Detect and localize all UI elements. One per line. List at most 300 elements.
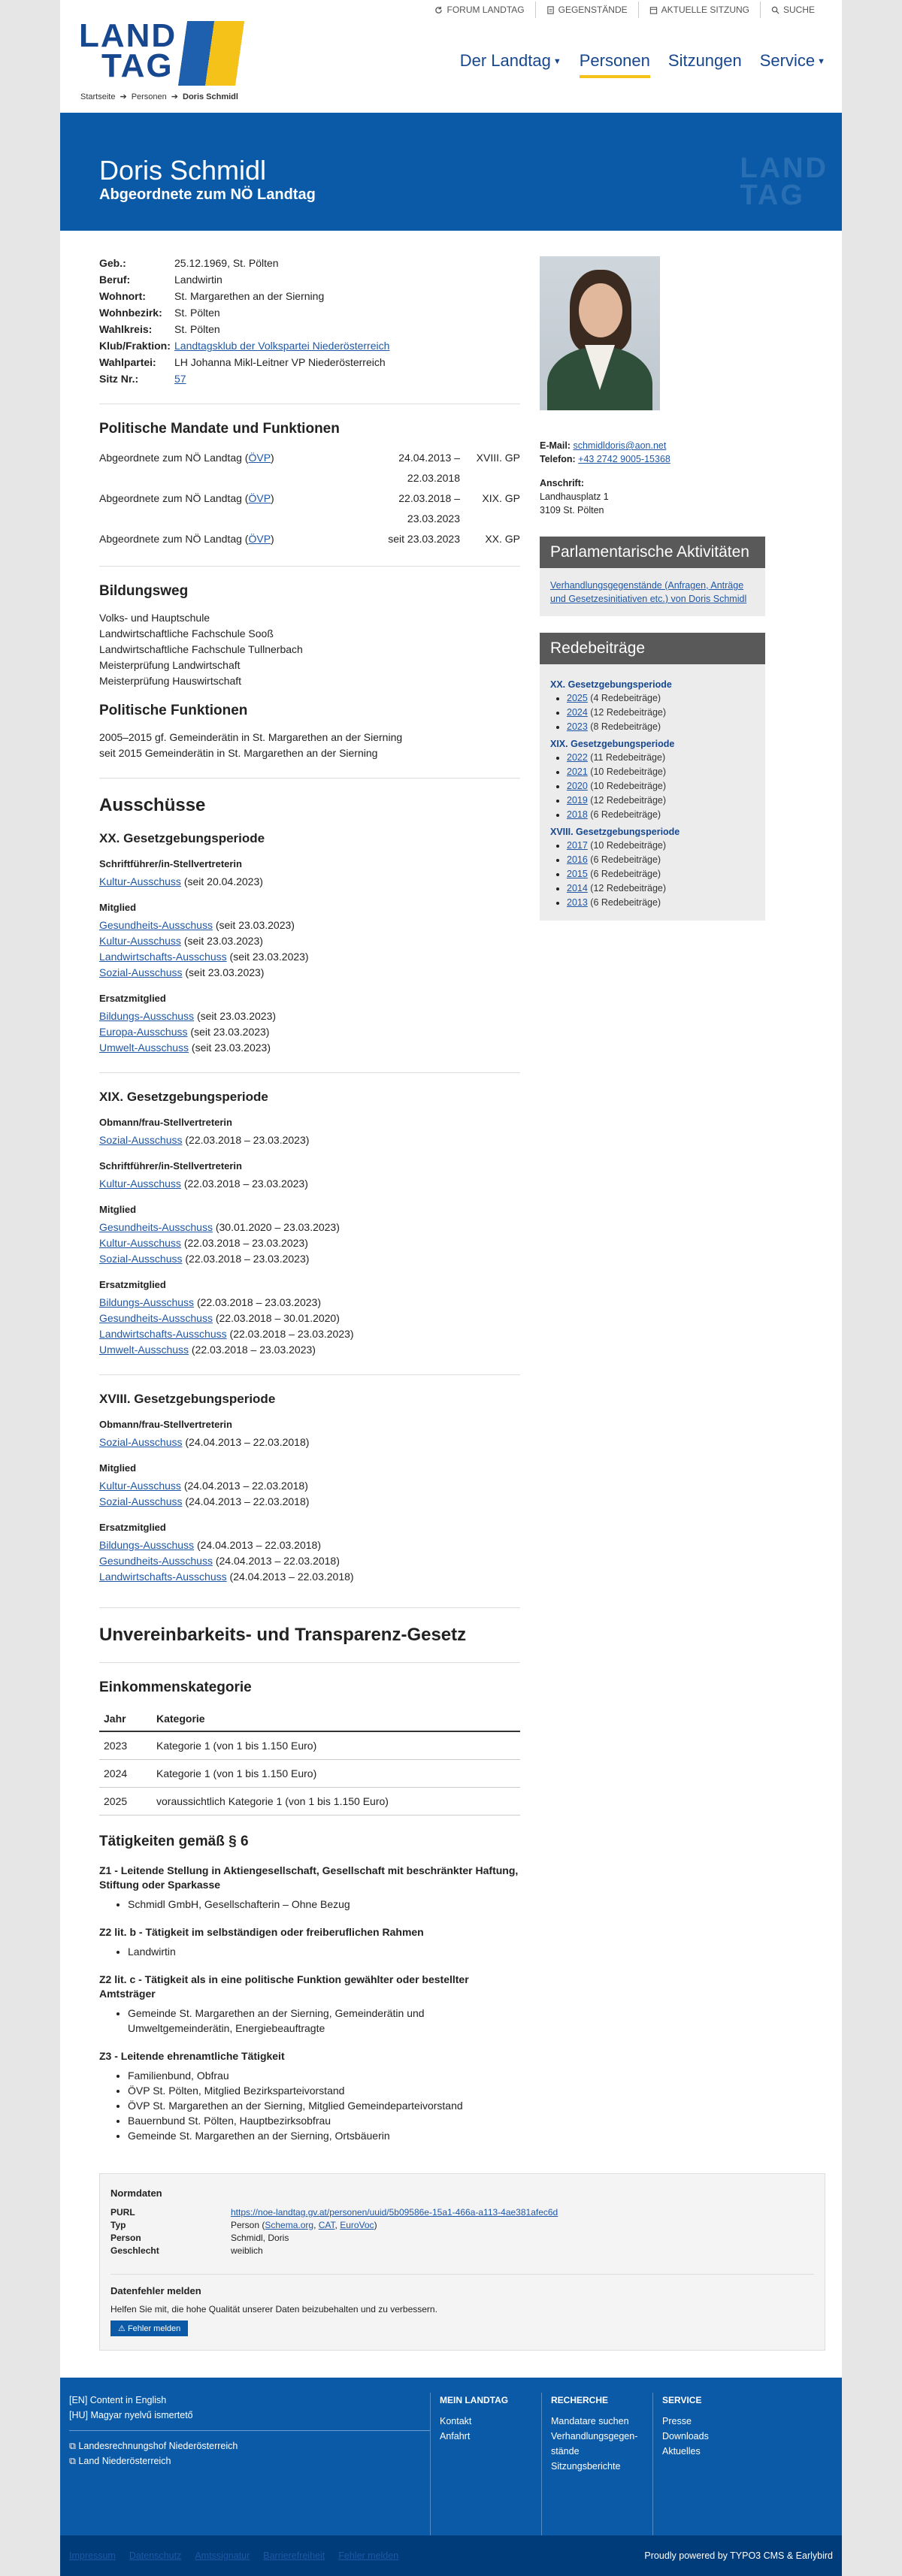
committee-dates: (22.03.2018 – 23.03.2023) — [182, 1134, 310, 1146]
address-line2: 3109 St. Pölten — [540, 505, 604, 516]
committee-item — [99, 1342, 520, 1358]
period-title: XIX. Gesetzgebungsperiode — [99, 1090, 268, 1104]
footer-link[interactable]: Kontakt — [440, 2416, 472, 2426]
einkommen-title: Einkommenskategorie — [99, 1680, 252, 1695]
committee-item — [99, 1435, 520, 1450]
content — [60, 231, 842, 2143]
list-item: • Gemeinde St. Margarethen an der Sierning, Ortsbäuerin — [128, 2128, 520, 2143]
footer-column — [430, 2393, 541, 2535]
info-row — [99, 321, 520, 337]
logo-line2: TAG — [101, 47, 174, 84]
info-label: Wahlkreis: — [99, 323, 153, 335]
footer-link[interactable]: Downloads — [662, 2431, 709, 2441]
footer-link[interactable]: Anfahrt — [440, 2431, 471, 2441]
info-row — [99, 337, 520, 354]
search-label: SUCHE — [782, 5, 815, 15]
footer-link[interactable]: Aktuelles — [662, 2446, 701, 2457]
committee-link[interactable]: Bildungs-Ausschuss — [99, 1539, 195, 1551]
rede-year-link[interactable]: 2015 — [567, 869, 588, 879]
rede-year-link[interactable]: 2025 — [567, 693, 588, 703]
english-link[interactable]: [EN] Content in English — [69, 2395, 167, 2405]
committee-link[interactable]: Sozial-Ausschuss — [99, 1253, 183, 1265]
footer-column-title: MEIN LANDTAG — [440, 2395, 509, 2405]
nav-sitzungen[interactable]: Sitzungen — [667, 51, 742, 70]
list-item — [567, 779, 755, 794]
schema-link[interactable]: Schema.org — [265, 2220, 314, 2230]
mandate-period: XIX. GP — [482, 492, 520, 504]
rede-period-title: XVIII. Gesetzgebungsperiode — [550, 827, 680, 837]
taetigkeit-list — [128, 2068, 520, 2143]
main-nav — [460, 51, 825, 78]
page-title: Doris Schmidl — [99, 155, 267, 186]
eurovoc-link[interactable]: EuroVoc — [340, 2220, 374, 2230]
committee-dates: (seit 23.03.2023) — [187, 1026, 270, 1038]
info-value[interactable]: 57 — [174, 373, 186, 385]
rede-count: (10 Redebeiträge) — [587, 840, 667, 851]
list-item — [567, 706, 755, 720]
main-column — [99, 231, 520, 2143]
portrait-photo — [540, 256, 660, 410]
table-row — [99, 1731, 520, 1760]
external-link-icon: ⧉ — [69, 2456, 76, 2466]
redebeitraege-title: Redebeiträge — [540, 633, 765, 664]
role-title: Schriftführer/in-Stellvertreterin — [99, 1160, 242, 1172]
committee-link[interactable]: Umwelt-Ausschuss — [99, 1042, 189, 1054]
rede-count: (6 Redebeiträge) — [587, 897, 661, 908]
committee-dates: (seit 23.03.2023) — [182, 966, 265, 978]
rede-year-link[interactable]: 2014 — [567, 883, 588, 893]
committee-item — [99, 933, 520, 949]
footer-link[interactable]: Presse — [662, 2416, 692, 2426]
committee-link[interactable]: Gesundheits-Ausschuss — [99, 1312, 213, 1324]
role-title: Obmann/frau-Stellvertreterin — [99, 1117, 232, 1128]
cat-link[interactable]: CAT — [318, 2220, 335, 2230]
nav-service[interactable]: Service ▼ — [759, 51, 825, 70]
bildung-item: Landwirtschaftliche Fachschule Tullnerbach — [99, 643, 303, 655]
page-subtitle: Abgeordnete zum NÖ Landtag — [99, 186, 316, 203]
rede-year-link[interactable]: 2013 — [567, 897, 588, 908]
rede-year-list — [567, 691, 755, 734]
committee-dates: (24.04.2013 – 22.03.2018) — [180, 1480, 308, 1492]
role-title: Mitglied — [99, 1462, 137, 1474]
info-row — [99, 370, 520, 387]
role-title: Mitglied — [99, 902, 137, 913]
arrow-right-icon: ➔ — [171, 92, 178, 101]
table-row — [99, 1788, 520, 1816]
logo-text — [79, 17, 177, 86]
einkommen-table — [99, 1707, 520, 1816]
bildung-item: Volks- und Hauptschule — [99, 612, 210, 624]
list-item: • ÖVP St. Pölten, Mitglied Bezirksparteivorstand — [128, 2083, 520, 2098]
taetigkeit-heading: Z2 lit. c - Tätigkeit als in eine politische Funktion gewählter oder bestellter Amtsträger — [99, 1973, 469, 2000]
breadcrumb-current: Doris Schmidl — [183, 92, 238, 101]
committee-link[interactable]: Sozial-Ausschuss — [99, 966, 183, 978]
period-title: XVIII. Gesetzgebungsperiode — [99, 1392, 276, 1406]
committee-item — [99, 1024, 520, 1040]
role-title: Ersatzmitglied — [99, 993, 166, 1004]
info-value[interactable]: Landtagsklub der Volkspartei Niederösterreich — [174, 340, 390, 352]
hungarian-link[interactable]: [HU] Magyar nyelvű ismertető — [69, 2410, 193, 2420]
committee-link[interactable]: Europa-Ausschuss — [99, 1026, 188, 1038]
list-item: • Gemeinde St. Margarethen an der Sierning, Gemeinderätin und Umweltgemeinderätin, Energiebeauftragte — [128, 2006, 520, 2036]
rede-count: (12 Redebeiträge) — [587, 795, 667, 806]
committee-link[interactable]: Bildungs-Ausschuss — [99, 1296, 195, 1308]
redebeitraege-box — [540, 633, 765, 921]
taetigkeit-list — [128, 1944, 520, 1959]
page — [60, 0, 842, 2576]
rede-year-list — [567, 839, 755, 910]
rede-count: (10 Redebeiträge) — [587, 766, 667, 777]
list-item — [567, 853, 755, 867]
committee-item — [99, 965, 520, 981]
rede-count: (11 Redebeiträge) — [587, 752, 666, 763]
list-item — [567, 794, 755, 808]
transparenz-title: Unvereinbarkeits- und Transparenz-Gesetz — [99, 1625, 467, 1645]
footer-bottom — [60, 2535, 842, 2576]
list-item — [567, 765, 755, 779]
ausschuesse-title: Ausschüsse — [99, 795, 206, 815]
mandate-title-cell: Abgeordnete zum NÖ Landtag (ÖVP) — [99, 452, 274, 464]
rede-year-link[interactable]: 2020 — [567, 781, 588, 791]
committee-link[interactable]: Bildungs-Ausschuss — [99, 1010, 195, 1022]
external-link-icon: ⧉ — [69, 2441, 76, 2451]
geschlecht-label: Geschlecht — [110, 2245, 159, 2256]
info-value: LH Johanna Mikl-Leitner VP Niederösterreich — [174, 356, 386, 368]
info-label: Beruf: — [99, 274, 131, 286]
calendar-icon — [649, 6, 658, 14]
taetigkeiten-title: Tätigkeiten gemäß § 6 — [99, 1834, 249, 1849]
list-item — [567, 867, 755, 881]
committee-item — [99, 949, 520, 965]
committee-dates: (24.04.2013 – 22.03.2018) — [226, 1571, 354, 1583]
rede-year-link[interactable]: 2023 — [567, 721, 588, 732]
taetigkeit-list — [128, 2006, 520, 2036]
caret-down-icon: ▼ — [552, 57, 561, 67]
info-row — [99, 271, 520, 288]
rede-year-link[interactable]: 2021 — [567, 766, 588, 777]
sitzung-label: AKTUELLE SITZUNG — [661, 5, 749, 15]
arrow-right-icon: ➔ — [120, 92, 127, 101]
nav-der-landtag[interactable]: Der Landtag ▼ — [459, 51, 561, 70]
landtag-watermark: LAND TAG — [740, 153, 828, 211]
mandate-period: XVIII. GP — [476, 452, 520, 464]
committee-dates: (24.04.2013 – 22.03.2018) — [194, 1539, 321, 1551]
normdaten-title: Normdaten — [110, 2187, 162, 2199]
rede-count: (12 Redebeiträge) — [587, 883, 667, 893]
taetigkeit-list — [128, 1897, 520, 1912]
caret-down-icon: ▼ — [817, 57, 825, 67]
list-item: • Bauernbund St. Pölten, Hauptbezirksobfrau — [128, 2113, 520, 2128]
sitzung-link[interactable] — [638, 2, 760, 18]
powered-by: Proudly powered by TYPO3 CMS & Earlybird — [644, 2550, 833, 2561]
committee-dates: (22.03.2018 – 23.03.2023) — [182, 1253, 310, 1265]
ausschuesse-list — [99, 831, 520, 1585]
role-title: Mitglied — [99, 1204, 137, 1215]
rede-count: (6 Redebeiträge) — [587, 869, 661, 879]
role-title: Obmann/frau-Stellvertreterin — [99, 1419, 232, 1430]
list-item: • Schmidl GmbH, Gesellschafterin – Ohne Bezug — [128, 1897, 520, 1912]
rede-year-link[interactable]: 2019 — [567, 795, 588, 806]
bildung-list — [99, 610, 520, 689]
party-link[interactable]: ÖVP — [248, 533, 271, 545]
committee-link[interactable]: Kultur-Ausschuss — [99, 875, 181, 887]
info-label: Wahlpartei: — [99, 356, 156, 368]
list-item: • Familienbund, Obfrau — [128, 2068, 520, 2083]
parl-activities-link[interactable]: Verhandlungsgegenstände (Anfragen, Anträge und Gesetzesinitiativen etc.) von Doris Schmidl — [550, 580, 747, 604]
committee-link[interactable]: Sozial-Ausschuss — [99, 1495, 183, 1507]
committee-dates: (22.03.2018 – 23.03.2023) — [194, 1296, 321, 1308]
committee-item — [99, 1132, 520, 1148]
footer-column-title: SERVICE — [662, 2395, 702, 2405]
search-link[interactable] — [760, 2, 825, 18]
list-item — [567, 751, 755, 765]
footer-column-title: RECHERCHE — [551, 2395, 609, 2405]
committee-item — [99, 1478, 520, 1494]
bildung-item: Landwirtschaftliche Fachschule Sooß — [99, 627, 274, 639]
bottom-link[interactable]: Barrierefreiheit — [263, 2550, 325, 2561]
committee-link[interactable]: Gesundheits-Ausschuss — [99, 919, 213, 931]
nav-personen[interactable]: Personen — [580, 51, 650, 78]
list-item: • Landwirtin — [128, 1944, 520, 1959]
committee-item — [99, 1251, 520, 1267]
footer-column — [652, 2393, 764, 2535]
mandate-list — [99, 448, 520, 549]
logo-flag-icon — [178, 21, 244, 86]
datenfehler-title: Datenfehler melden — [110, 2285, 201, 2296]
list-item: • ÖVP St. Margarethen an der Sierning, Mitglied Gemeindeparteivorstand — [128, 2098, 520, 2113]
committee-dates: (30.01.2020 – 23.03.2023) — [212, 1221, 340, 1233]
kategorie-cell: Kategorie 1 (von 1 bis 1.150 Euro) — [152, 1731, 520, 1760]
forum-label: FORUM LANDTAG — [446, 5, 525, 15]
taetigkeit-heading: Z3 - Leitende ehrenamtliche Tätigkeit — [99, 2050, 285, 2062]
committee-item — [99, 874, 520, 890]
committee-dates: (seit 23.03.2023) — [180, 935, 263, 947]
info-value: St. Pölten — [174, 307, 220, 319]
mandate-period: XX. GP — [485, 533, 520, 545]
column-header-jahr: Jahr — [99, 1707, 152, 1731]
address-label: Anschrift: — [540, 478, 585, 488]
info-row — [99, 288, 520, 304]
kategorie-cell: Kategorie 1 (von 1 bis 1.150 Euro) — [152, 1760, 520, 1788]
committee-link[interactable]: Kultur-Ausschuss — [99, 1178, 181, 1190]
committee-dates: (24.04.2013 – 22.03.2018) — [182, 1495, 310, 1507]
mandate-row — [99, 529, 520, 549]
role-title: Ersatzmitglied — [99, 1522, 166, 1533]
rede-period-title: XX. Gesetzgebungsperiode — [550, 679, 672, 690]
rede-count: (10 Redebeiträge) — [587, 781, 667, 791]
info-label: Wohnort: — [99, 290, 146, 302]
committee-dates: (22.03.2018 – 30.01.2020) — [212, 1312, 340, 1324]
committee-item — [99, 1235, 520, 1251]
search-icon — [771, 6, 779, 14]
rede-year-link[interactable]: 2018 — [567, 809, 588, 820]
committee-item — [99, 1040, 520, 1056]
sidebar — [540, 231, 765, 2143]
bottom-link[interactable]: Fehler melden — [338, 2550, 399, 2561]
phone-label: Telefon: — [540, 454, 576, 464]
rede-count: (4 Redebeiträge) — [587, 693, 661, 703]
committee-dates: (seit 23.03.2023) — [212, 919, 295, 931]
mandate-title: Politische Mandate und Funktionen — [99, 421, 340, 437]
role-title: Schriftführer/in-Stellvertreterin — [99, 858, 242, 869]
funktionen-item: seit 2015 Gemeinderätin in St. Margarethen an der Sierning — [99, 747, 378, 759]
rede-year-link[interactable]: 2022 — [567, 752, 588, 763]
taetigkeiten-list — [99, 1864, 520, 2143]
committee-dates: (seit 23.03.2023) — [189, 1042, 271, 1054]
parl-activities-title: Parlamentarische Aktivitäten — [540, 537, 765, 568]
committee-link[interactable]: Gesundheits-Ausschuss — [99, 1555, 213, 1567]
period-title: XX. Gesetzgebungsperiode — [99, 831, 265, 845]
refresh-icon — [434, 6, 443, 14]
info-label: Geb.: — [99, 257, 126, 269]
landtag-logo[interactable] — [79, 17, 240, 86]
rede-year-link[interactable]: 2016 — [567, 854, 588, 865]
committee-dates: (seit 23.03.2023) — [194, 1010, 277, 1022]
committee-item — [99, 1494, 520, 1510]
footer — [60, 2378, 842, 2535]
footer-left — [69, 2393, 430, 2535]
committee-dates: (24.04.2013 – 22.03.2018) — [212, 1555, 340, 1567]
committee-item — [99, 1295, 520, 1311]
mandate-row — [99, 448, 520, 488]
committee-item — [99, 1220, 520, 1235]
fehler-melden-button[interactable]: ⚠ Fehler melden — [110, 2321, 188, 2336]
committee-dates: (24.04.2013 – 22.03.2018) — [182, 1436, 310, 1448]
rede-count: (6 Redebeiträge) — [587, 854, 661, 865]
bottom-link[interactable]: Impressum — [69, 2550, 116, 2561]
info-value: St. Margarethen an der Sierning — [174, 290, 325, 302]
table-header-row — [99, 1707, 520, 1731]
list-item — [567, 881, 755, 896]
purl-link[interactable]: https://noe-landtag.gv.at/personen/uuid/5b09586e-15a1-466a-a113-4ae381afec6d — [231, 2207, 558, 2218]
period-section — [99, 1072, 520, 1358]
committee-dates: (22.03.2018 – 23.03.2023) — [180, 1178, 308, 1190]
mandate-title-cell: Abgeordnete zum NÖ Landtag (ÖVP) — [99, 492, 274, 504]
info-value: 25.12.1969, St. Pölten — [174, 257, 279, 269]
rede-year-link[interactable]: 2017 — [567, 840, 588, 851]
info-label: Klub/Fraktion: — [99, 340, 171, 352]
address-line1: Landhausplatz 1 — [540, 491, 609, 502]
info-row — [99, 304, 520, 321]
typ-value: Person (Schema.org, CAT, EuroVoc) — [231, 2220, 377, 2230]
parl-activities-box — [540, 537, 765, 616]
rede-count: (8 Redebeiträge) — [587, 721, 661, 732]
phone-link[interactable]: +43 2742 9005-15368 — [578, 454, 670, 464]
committee-link[interactable]: Landwirtschafts-Ausschuss — [99, 1571, 227, 1583]
committee-link[interactable]: Kultur-Ausschuss — [99, 1480, 181, 1492]
committee-item — [99, 1553, 520, 1569]
period-section — [99, 1374, 520, 1585]
rede-year-list — [567, 751, 755, 822]
committee-item — [99, 1176, 520, 1192]
committee-link[interactable]: Kultur-Ausschuss — [99, 1237, 181, 1249]
funktionen-title: Politische Funktionen — [99, 703, 248, 718]
column-header-kategorie: Kategorie — [152, 1707, 520, 1731]
info-label: Sitz Nr.: — [99, 373, 139, 385]
committee-item — [99, 1326, 520, 1342]
taetigkeit-heading: Z1 - Leitende Stellung in Aktiengesellschaft, Gesellschaft mit beschränkter Haftung, Stiftung oder Sparkasse — [99, 1864, 519, 1891]
jahr-cell: 2023 — [99, 1731, 152, 1760]
committee-link[interactable]: Kultur-Ausschuss — [99, 935, 181, 947]
header — [60, 17, 842, 113]
breadcrumb — [80, 92, 238, 101]
kategorie-cell: voraussichtlich Kategorie 1 (von 1 bis 1.150 Euro) — [152, 1788, 520, 1816]
committee-dates: (seit 23.03.2023) — [226, 951, 309, 963]
funktionen-list — [99, 730, 520, 761]
committee-link[interactable]: Landwirtschafts-Ausschuss — [99, 1328, 227, 1340]
breadcrumb-personen[interactable]: Personen — [131, 92, 167, 101]
gegenstaende-label: GEGENSTÄNDE — [558, 5, 628, 15]
party-link[interactable]: ÖVP — [248, 452, 271, 464]
party-link[interactable]: ÖVP — [248, 492, 271, 504]
taetigkeit-heading: Z2 lit. b - Tätigkeit im selbständigen oder freiberuflichen Rahmen — [99, 1926, 424, 1938]
committee-item — [99, 918, 520, 933]
document-icon — [546, 6, 555, 14]
funktionen-item: 2005–2015 gf. Gemeinderätin in St. Margarethen an der Sierning — [99, 731, 403, 743]
mandate-dates: seit 23.03.2023 — [388, 533, 460, 545]
bildung-item: Meisterprüfung Hauswirtschaft — [99, 675, 242, 687]
mandate-dates: 22.03.2018 – 23.03.2023 — [398, 492, 460, 525]
bottom-link[interactable]: Amtssignatur — [195, 2550, 250, 2561]
info-value: Landwirtin — [174, 274, 222, 286]
list-item — [567, 896, 755, 910]
topbar — [60, 0, 842, 20]
committee-link[interactable]: Landwirtschafts-Ausschuss — [99, 951, 227, 963]
person-label: Person — [110, 2233, 141, 2243]
committee-link[interactable]: Sozial-Ausschuss — [99, 1134, 183, 1146]
jahr-cell: 2025 — [99, 1788, 152, 1816]
rechnungshof-link[interactable]: Landesrechnungshof Niederösterreich — [78, 2441, 238, 2451]
committee-item — [99, 1311, 520, 1326]
committee-link[interactable]: Gesundheits-Ausschuss — [99, 1221, 213, 1233]
footer-link[interactable]: Sitzungsberichte — [551, 2461, 621, 2472]
rede-year-link[interactable]: 2024 — [567, 707, 588, 718]
info-row — [99, 354, 520, 370]
info-row — [99, 255, 520, 271]
footer-link[interactable]: Mandatare suchen — [551, 2416, 629, 2426]
rede-period-title: XIX. Gesetzgebungsperiode — [550, 739, 675, 749]
committee-item — [99, 1537, 520, 1553]
rede-count: (12 Redebeiträge) — [587, 707, 667, 718]
normdaten-box — [99, 2173, 825, 2351]
info-value: St. Pölten — [174, 323, 220, 335]
land-noe-link[interactable]: Land Niederösterreich — [78, 2456, 171, 2466]
info-label: Wohnbezirk: — [99, 307, 162, 319]
committee-dates: (22.03.2018 – 23.03.2023) — [180, 1237, 308, 1249]
warning-icon: ⚠ — [118, 2324, 126, 2333]
committee-item — [99, 1569, 520, 1585]
committee-link[interactable]: Umwelt-Ausschuss — [99, 1344, 189, 1356]
role-title: Ersatzmitglied — [99, 1279, 166, 1290]
footer-link[interactable]: Verhandlungsgegen-stände — [551, 2431, 638, 2457]
mandate-dates: 24.04.2013 – 22.03.2018 — [398, 452, 460, 484]
email-link[interactable]: schmidldoris@aon.net — [573, 440, 667, 451]
mandate-row — [99, 488, 520, 529]
committee-item — [99, 1008, 520, 1024]
breadcrumb-home[interactable]: Startseite — [80, 92, 116, 101]
bottom-link[interactable]: Datenschutz — [129, 2550, 182, 2561]
rede-count: (6 Redebeiträge) — [587, 809, 661, 820]
committee-link[interactable]: Sozial-Ausschuss — [99, 1436, 183, 1448]
email-label: E-Mail: — [540, 440, 571, 451]
logo-line1: LAND — [79, 17, 177, 54]
gegenstaende-link[interactable] — [535, 2, 638, 18]
bildung-title: Bildungsweg — [99, 583, 189, 599]
bildung-item: Meisterprüfung Landwirtschaft — [99, 659, 241, 671]
personal-info — [99, 231, 520, 387]
footer-column — [541, 2393, 652, 2535]
forum-link[interactable] — [424, 2, 534, 18]
